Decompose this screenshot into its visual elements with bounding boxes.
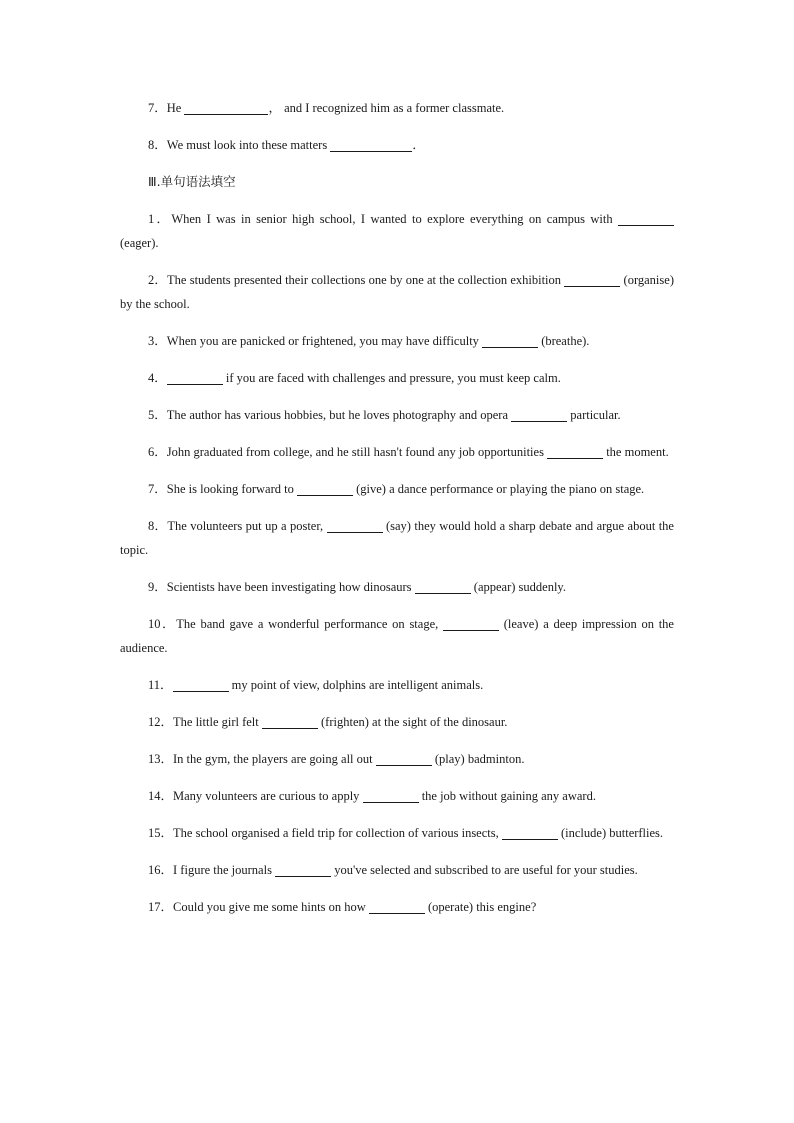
item-text-before: The little girl felt [173,715,262,729]
answer-blank[interactable] [327,518,383,533]
item-text-before: When you are panicked or frightened, you may have difficulty [166,334,483,348]
answer-blank[interactable] [415,579,471,594]
answer-blank[interactable] [547,444,603,459]
item-number: 17． [148,900,174,914]
item-text-after: ． [412,138,425,152]
answer-blank[interactable] [330,137,412,152]
answer-blank[interactable] [502,825,558,840]
item-text-after: (include) butterflies. [557,826,664,840]
exercise-item [120,784,674,808]
item-text-after: (frighten) at the sight of the dinosaur. [317,715,508,729]
exercise-item [120,575,674,599]
item-text-before: The author has various hobbies, but he loves photography and opera [166,408,512,422]
exercise-item [120,133,674,157]
exercise-item [120,895,674,919]
item-text-after: particular. [567,408,621,422]
exercise-item [120,403,674,427]
item-number: 7． [148,482,167,496]
item-text-before: Scientists have been investigating how dinosaurs [166,580,415,594]
item-text-after: (breathe). [538,334,590,348]
item-text-after: the moment. [603,445,669,459]
item-text-before: The volunteers put up a poster, [167,519,327,533]
item-text-before: We must look into these matters [166,138,331,152]
item-text-before: The students presented their collections one by one at the collection exhibition [167,273,565,287]
item-text-after: (appear) suddenly. [470,580,566,594]
item-text-after: if you are faced with challenges and pressure, you must keep calm. [222,371,561,385]
answer-blank[interactable] [173,677,229,692]
exercise-item [120,207,674,255]
item-number: 14． [148,789,174,803]
item-number: 11． [148,678,173,692]
item-number: 7． [148,101,167,115]
worksheet-page [120,96,674,932]
answer-blank[interactable] [618,211,674,226]
exercise-item [120,612,674,660]
answer-blank[interactable] [363,788,419,803]
answer-blank[interactable] [482,333,538,348]
answer-blank[interactable] [376,751,432,766]
exercise-item [120,821,674,845]
item-text-after: (leave) a deep impression on the audience. [120,617,674,655]
item-text-before: The school organised a field trip for collection of various insects, [173,826,502,840]
item-number: 12． [148,715,174,729]
item-text-before: She is looking forward to [166,482,297,496]
exercise-item [120,514,674,562]
item-text-after: (say) they would hold a sharp debate and argue about the topic. [120,519,674,557]
section-title: Ⅲ.单句语法填空 [148,174,236,189]
item-number: 13． [148,752,174,766]
item-text-before: When I was in senior high school, I wanted to explore everything on campus with [171,212,618,226]
item-number: 3． [148,334,167,348]
item-text-after: (give) a dance performance or playing the piano on stage. [352,482,645,496]
answer-blank[interactable] [184,100,268,115]
item-number: 10． [148,617,177,631]
item-number: 4． [148,371,167,385]
exercise-item [120,366,674,390]
item-text-before: In the gym, the players are going all out [173,752,376,766]
exercise-item [120,673,674,697]
answer-blank[interactable] [564,272,620,287]
item-number: 1． [148,212,172,226]
exercise-item [120,858,674,882]
item-text-after: you've selected and subscribed to are useful for your studies. [331,863,638,877]
item-number: 8． [148,519,168,533]
exercise-item [120,268,674,316]
answer-blank[interactable] [511,407,567,422]
item-text-after: (eager). [120,236,159,250]
item-text-before: Could you give me some hints on how [173,900,369,914]
exercise-item [120,710,674,734]
item-text-after: ， and I recognized him as a former classmate. [268,101,505,115]
item-number: 2． [148,273,168,287]
item-number: 15． [148,826,174,840]
exercise-item [120,747,674,771]
exercise-item [120,329,674,353]
item-number: 9． [148,580,167,594]
item-text-after: (operate) this engine? [424,900,537,914]
item-text-before: The band gave a wonderful performance on stage, [176,617,443,631]
exercise-item [120,440,674,464]
answer-blank[interactable] [275,862,331,877]
item-number: 8． [148,138,167,152]
answer-blank[interactable] [167,370,223,385]
exercise-item [120,96,674,120]
answer-blank[interactable] [443,616,499,631]
item-number: 16． [148,863,174,877]
item-text-before: He [166,101,185,115]
exercise-item [120,477,674,501]
answer-blank[interactable] [262,714,318,729]
item-text-before: John graduated from college, and he still hasn't found any job opportunities [166,445,548,459]
item-text-before: Many volunteers are curious to apply [173,789,363,803]
item-text-after: (organise) by the school. [120,273,674,311]
item-text-after: the job without gaining any award. [418,789,596,803]
item-text-after: my point of view, dolphins are intelligent animals. [228,678,484,692]
item-number: 6． [148,445,167,459]
item-number: 5． [148,408,167,422]
answer-blank[interactable] [369,899,425,914]
item-text-after: (play) badminton. [431,752,525,766]
answer-blank[interactable] [297,481,353,496]
item-text-before: I figure the journals [173,863,276,877]
